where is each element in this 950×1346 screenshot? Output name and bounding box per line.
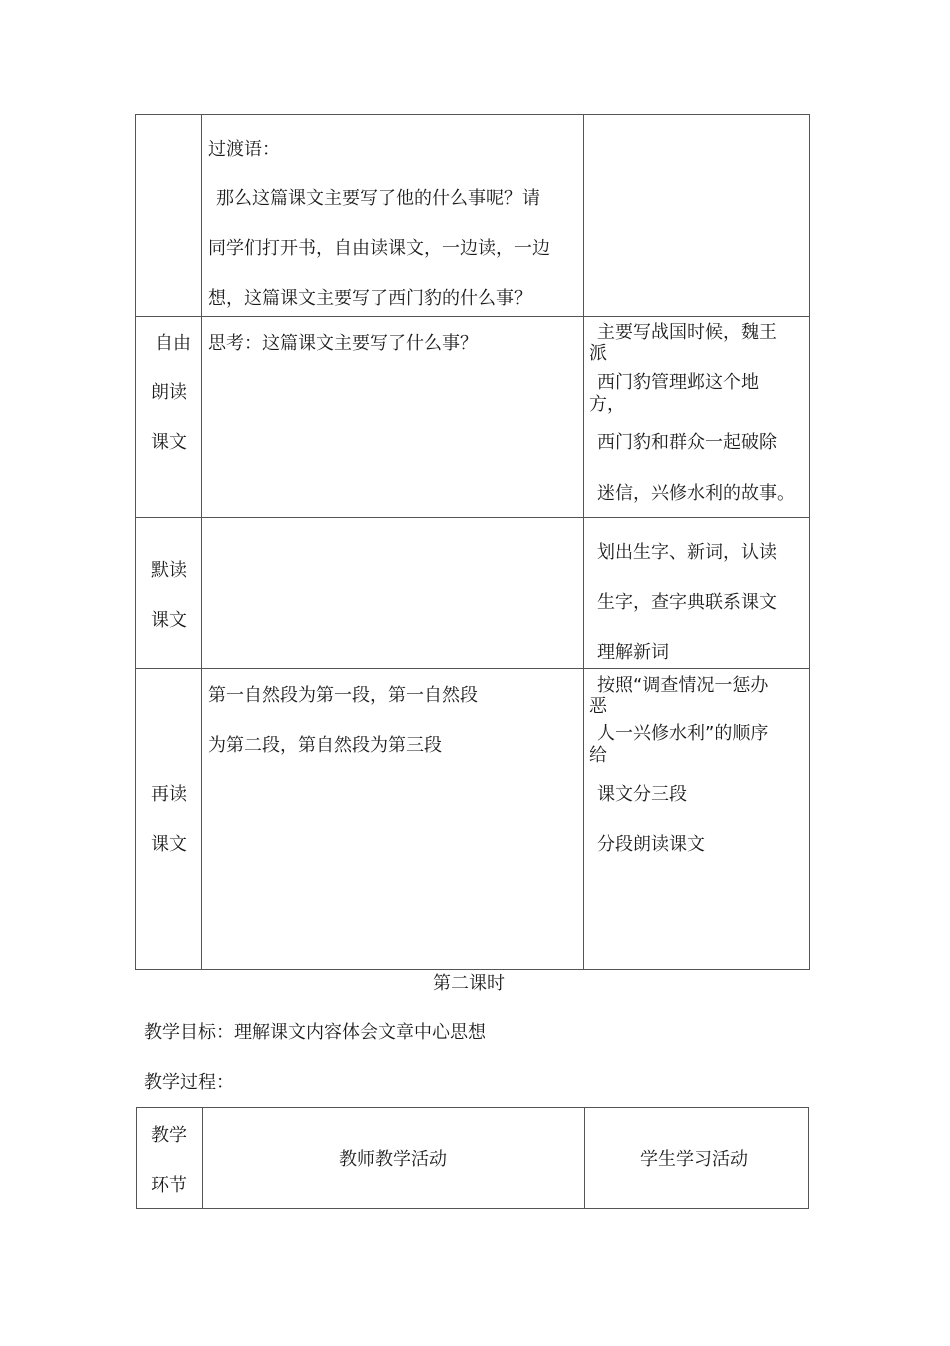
stage-label: 课文 (151, 610, 187, 631)
teacher-activity-text: 为第二段，第自然段为第三段 (208, 735, 442, 756)
table1-row-divider (135, 517, 810, 518)
table1-column-divider (201, 114, 202, 970)
teacher-activity-text: 同学们打开书，自由读课文，一边读，一边 (208, 238, 550, 259)
stage-label: 自由 (155, 333, 191, 354)
teaching-process-label: 教学过程： (144, 1072, 234, 1093)
table2-border-left (136, 1107, 137, 1209)
section-title: 第二课时 (433, 973, 505, 994)
table2-border-top (136, 1107, 809, 1108)
stage-label: 再读 (151, 784, 187, 805)
table1-row-divider (135, 668, 810, 669)
student-activity-text: 恶 (589, 696, 607, 717)
teacher-activity-text: 过渡语： (208, 139, 280, 160)
stage-label: 课文 (151, 432, 187, 453)
teaching-objective: 教学目标：理解课文内容体会文章中心思想 (144, 1022, 486, 1043)
student-activity-text: 给 (589, 745, 607, 766)
student-activity-text: 生字，查字典联系课文 (597, 592, 777, 613)
student-activity-text: 分段朗读课文 (597, 834, 705, 855)
header-stage-label: 环节 (151, 1175, 187, 1196)
student-activity-text: 迷信，兴修水利的故事。 (597, 483, 795, 504)
table1-column-divider (583, 114, 584, 970)
header-stage-label: 教学 (151, 1125, 187, 1146)
student-activity-text: 理解新词 (597, 642, 669, 663)
table1-border-right (809, 114, 810, 970)
teacher-activity-text: 想，这篇课文主要写了西门豹的什么事？ (208, 288, 532, 309)
student-activity-text: 划出生字、新词，认读 (597, 542, 777, 563)
table1-row-divider (135, 316, 810, 317)
table1-border-left (135, 114, 136, 970)
table1-border-bottom (135, 969, 810, 970)
table2-column-divider (584, 1107, 585, 1209)
table2-border-right (808, 1107, 809, 1209)
stage-label: 朗读 (151, 382, 187, 403)
student-activity-text: 课文分三段 (597, 784, 687, 805)
student-activity-text: 派 (589, 343, 607, 364)
header-student-activity: 学生学习活动 (640, 1149, 748, 1170)
header-teacher-activity: 教师教学活动 (339, 1149, 447, 1170)
teacher-activity-text: 思考：这篇课文主要写了什么事？ (208, 333, 478, 354)
table2-column-divider (202, 1107, 203, 1209)
stage-label: 课文 (151, 834, 187, 855)
stage-label: 默读 (151, 560, 187, 581)
teacher-activity-text: 第一自然段为第一段，第一自然段 (208, 685, 478, 706)
table1-border-top (135, 114, 810, 115)
student-activity-text: 方， (589, 394, 625, 415)
table2-border-bottom (136, 1208, 809, 1209)
student-activity-text: 人一兴修水利”的顺序 (597, 723, 769, 744)
student-activity-text: 西门豹和群众一起破除 (597, 432, 777, 453)
student-activity-text: 按照“调查情况一惩办 (597, 675, 769, 696)
student-activity-text: 西门豹管理邺这个地 (597, 372, 759, 393)
student-activity-text: 主要写战国时候，魏王 (597, 322, 777, 343)
teacher-activity-text: 那么这篇课文主要写了他的什么事呢？请 (216, 188, 540, 209)
